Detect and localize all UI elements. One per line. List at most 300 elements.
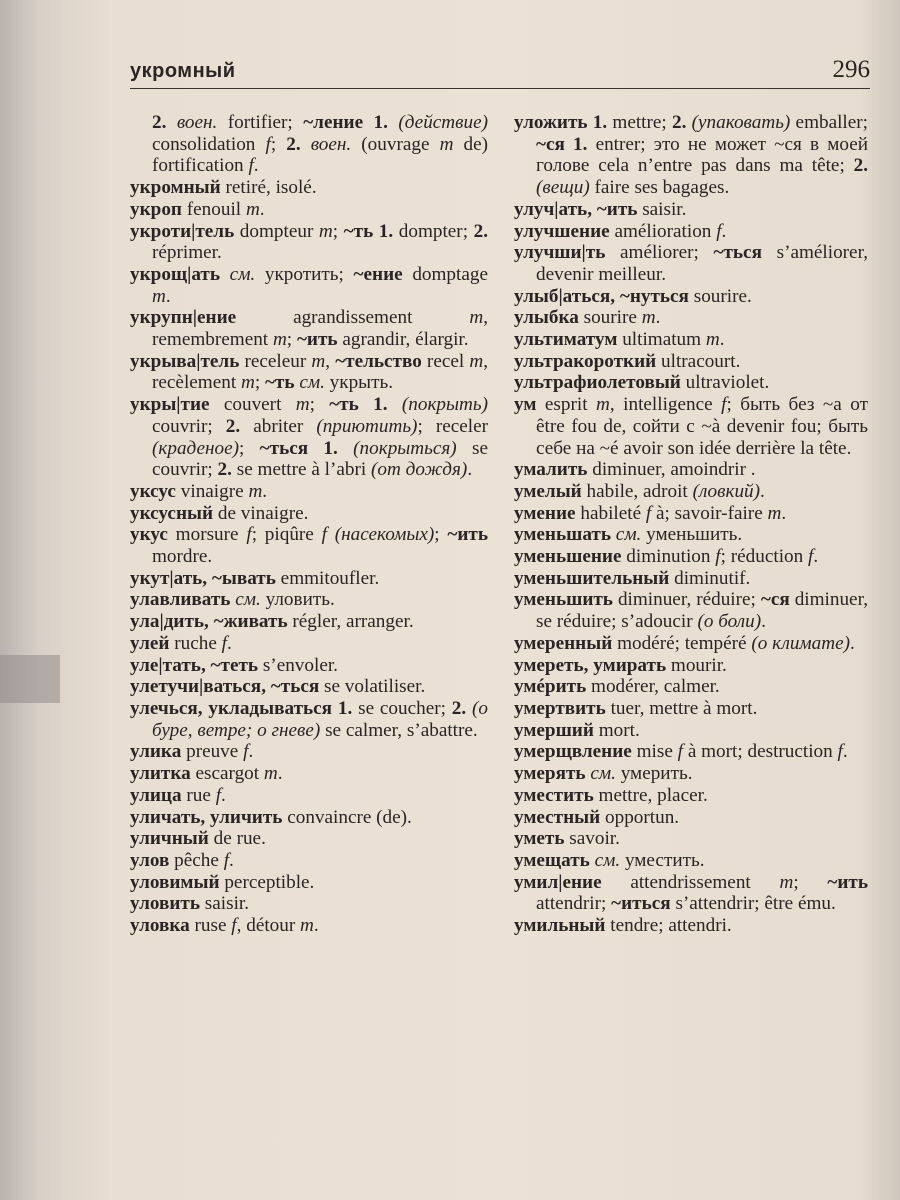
label-italic: m — [705, 329, 720, 351]
dictionary-entry — [514, 286, 868, 308]
headword: 2. — [286, 133, 311, 155]
dictionary-entry — [514, 199, 868, 221]
dictionary-entry — [514, 351, 868, 373]
headword: ~ть — [264, 372, 295, 394]
dictionary-entry — [130, 785, 488, 807]
definition-text: s’améliorer, devenir meilleur. — [536, 242, 868, 285]
headword: улетучи|ваться, ~ться — [130, 676, 320, 698]
label-italic: (действие) — [398, 112, 488, 133]
definition-text: ruche — [169, 632, 222, 654]
definition-text: perceptible. — [219, 871, 315, 893]
dictionary-entry — [514, 872, 868, 915]
label-italic: m — [152, 285, 166, 307]
label-italic: f — [677, 741, 684, 763]
dictionary-entry — [130, 307, 488, 350]
definition-text: se calmer, s’abattre. — [320, 719, 478, 741]
headword: ~ся 1. — [536, 133, 588, 155]
definition-text: s’attendrir; être ému. — [670, 893, 836, 915]
label-italic: f — [265, 133, 271, 155]
dictionary-entry — [514, 698, 868, 720]
dictionary-entry — [514, 372, 868, 394]
label-italic: m — [318, 220, 333, 242]
headword: ~ся — [760, 589, 790, 611]
label-italic: m — [295, 394, 310, 416]
headword: 2. — [853, 155, 868, 177]
definition-text: ; receler — [417, 415, 488, 437]
definition-text: pêche — [169, 849, 224, 871]
headword: уксусный — [130, 502, 214, 524]
headword: ~ить — [296, 329, 338, 351]
label-italic: m — [641, 307, 656, 329]
definition-text: agrandir, élargir. — [337, 329, 469, 351]
headword: уметь — [514, 828, 565, 850]
definition-text: modérer, calmer. — [586, 676, 720, 698]
dictionary-entry — [514, 546, 868, 568]
definition-text: fortifier; — [217, 112, 304, 133]
label-italic: см. — [220, 263, 256, 285]
label-italic: f — [231, 915, 237, 937]
headword: улица — [130, 784, 182, 806]
definition-text: укротить; — [255, 263, 354, 285]
definition-text: attendrissement — [601, 871, 780, 893]
definition-text: . — [781, 502, 787, 524]
headword: укроп — [130, 198, 182, 220]
headword: умерять — [514, 763, 586, 785]
label-italic: m — [779, 871, 794, 893]
dictionary-entry — [514, 524, 868, 546]
definition-text: умерить. — [615, 763, 693, 785]
definition-text: . — [467, 459, 473, 481]
definition-text: sourire — [578, 307, 642, 329]
definition-text: ultimatum — [617, 329, 706, 351]
definition-text: escargot — [190, 763, 264, 785]
definition-text: ruse — [189, 915, 232, 937]
definition-text: уместить. — [620, 849, 705, 871]
label-italic: m — [767, 502, 782, 524]
dictionary-entry — [130, 807, 488, 829]
definition-text: . — [262, 480, 268, 502]
label-italic: m — [240, 372, 255, 394]
label-italic: f — [715, 546, 721, 568]
headword: 2. — [473, 220, 488, 242]
headword: уменьшать — [514, 524, 611, 546]
headword: улитка — [130, 763, 191, 785]
dictionary-entry — [514, 828, 868, 850]
definition-text: savoir. — [564, 828, 620, 850]
headword: укрупн|ение — [130, 307, 237, 329]
definition-text: morsure — [167, 524, 247, 546]
headword: уместный — [514, 806, 601, 828]
definition-text: ; быть без ~а от être fou de, сойти с ~à devenir fou; быть себе на ~é avoir son idée derrière la tête. — [536, 394, 868, 459]
label-italic: f — [716, 220, 722, 242]
headword: улей — [130, 632, 170, 654]
definition-text: ; — [239, 437, 260, 459]
definition-text: diminuer, réduire; — [612, 589, 761, 611]
headword: улечься, укладываться 1. — [130, 697, 353, 719]
dictionary-entry — [130, 221, 488, 264]
dictionary-entry — [514, 785, 868, 807]
label-italic: (ловкий) — [692, 480, 761, 502]
headword: ~тельство — [335, 350, 422, 372]
label-italic: m — [596, 394, 610, 416]
headword: улуч|ать, ~ить — [514, 198, 638, 220]
definition-text: couvert — [209, 394, 296, 416]
dictionary-entry — [130, 503, 488, 525]
definition-text: mettre; — [607, 112, 672, 133]
headword: умерший — [514, 719, 594, 741]
headword: умил|ение — [514, 871, 602, 893]
headword: 2. — [671, 112, 692, 133]
definition-text: . — [719, 329, 725, 351]
headword: улов — [130, 849, 170, 871]
definition-text: . — [813, 546, 819, 568]
dictionary-entry — [130, 351, 488, 394]
definition-text: consolidation — [152, 133, 266, 155]
definition-text: . — [313, 915, 319, 937]
definition-text: receleur — [239, 350, 312, 372]
definition-text: . — [248, 741, 254, 763]
headword: 2. — [152, 112, 177, 133]
headword: уменьшение — [514, 546, 622, 568]
label-italic: см. — [294, 372, 325, 394]
dictionary-entry — [130, 177, 488, 199]
dictionary-entry — [514, 850, 868, 872]
dictionary-entry — [514, 741, 868, 763]
label-italic: f — [837, 741, 843, 763]
definition-text: уменьшить. — [641, 524, 743, 546]
dictionary-entry — [130, 611, 488, 633]
definition-text: convaincre (de). — [282, 806, 412, 828]
headword: умелый — [514, 480, 582, 502]
label-italic: см. — [611, 524, 642, 546]
label-italic: m — [469, 350, 484, 372]
definition-text: укрыть. — [324, 372, 394, 394]
dictionary-entry — [130, 763, 488, 785]
headword: уложить 1. — [514, 112, 608, 133]
definition-text: ; — [309, 394, 330, 416]
definition-text: (ouvrage — [351, 133, 440, 155]
dictionary-entry — [130, 568, 488, 590]
headword: укромный — [130, 177, 221, 199]
dictionary-entry — [514, 503, 868, 525]
definition-text: ; réduction — [720, 546, 809, 568]
dictionary-entry — [514, 568, 868, 590]
headword: укры|тие — [130, 394, 210, 416]
headword: 2. — [217, 459, 232, 481]
label-italic: (вещи) — [536, 177, 590, 199]
definition-text: ; piqûre — [251, 524, 322, 546]
label-italic: f — [221, 632, 228, 654]
dictionary-entry — [514, 589, 868, 632]
headword: улыб|аться, ~нуться — [514, 285, 689, 307]
label-italic: m — [300, 915, 314, 937]
headword: уловить — [130, 893, 200, 915]
definition-text: retiré, isolé. — [220, 177, 317, 199]
definition-text: , détour — [236, 915, 301, 937]
headword: ~ление 1. — [303, 112, 399, 133]
page-edge-shadow — [0, 655, 60, 703]
definition-text: attendrir; — [536, 893, 612, 915]
label-italic: m — [439, 133, 454, 155]
label-italic: f — [721, 394, 727, 416]
definition-text: mordre. — [152, 546, 213, 568]
dictionary-entry — [514, 221, 868, 243]
headword: умалить — [514, 459, 588, 481]
definition-text: , intelligence — [609, 394, 722, 416]
headword: укрощ|ать — [130, 263, 221, 285]
definition-text: recel — [421, 350, 470, 372]
definition-text: esprit — [536, 394, 597, 416]
headword: улыбка — [514, 307, 579, 329]
headword: уменьшительный — [514, 567, 670, 589]
definition-text: . — [655, 307, 661, 329]
dictionary-entry — [130, 264, 488, 307]
definition-text: mettre, placer. — [593, 784, 708, 806]
label-italic: m — [263, 763, 278, 785]
headword: ультиматум — [514, 329, 618, 351]
definition-text: уловить. — [260, 589, 335, 611]
headword: уле|тать, ~теть — [130, 654, 259, 676]
definition-text: dompter; — [393, 220, 474, 242]
definition-text: mourir. — [666, 654, 727, 676]
definition-text: diminuer, amoindrir . — [587, 459, 756, 481]
label-italic: m — [311, 350, 326, 372]
definition-text: domptage — [402, 263, 488, 285]
headword: улика — [130, 741, 182, 763]
definition-text: sourire. — [688, 285, 752, 307]
headword: уксус — [130, 480, 176, 502]
definition-text: diminutif. — [669, 567, 751, 589]
definition-text: amélioration — [609, 220, 717, 242]
headword: улавливать — [130, 589, 231, 611]
definition-text: ; — [254, 372, 265, 394]
definition-text: améliorer; — [605, 242, 714, 264]
definition-text: emballer; — [790, 112, 868, 133]
definition-text: ; — [286, 329, 297, 351]
dictionary-entry — [130, 676, 488, 698]
dictionary-entry — [130, 589, 488, 611]
headword: улучши|ть — [514, 242, 606, 264]
headword: умéрить — [514, 676, 587, 698]
definition-text: . — [165, 285, 171, 307]
definition-text: . — [277, 763, 283, 785]
headword: умильный — [514, 915, 606, 937]
headword: умерщвление — [514, 741, 632, 763]
definition-text: abriter — [240, 415, 317, 437]
definition-text: à mort; destruction — [683, 741, 838, 763]
dictionary-entry — [514, 763, 868, 785]
definition-text: vinaigre — [175, 480, 249, 502]
definition-text: tuer, mettre à mort. — [605, 697, 758, 719]
definition-text: , recèlement — [152, 350, 488, 394]
headword: укрыва|тель — [130, 350, 240, 372]
dictionary-entry — [130, 893, 488, 915]
headword: умертвить — [514, 697, 606, 719]
headword: ~ться — [713, 242, 762, 264]
headword: ула|дить, ~живать — [130, 611, 288, 633]
definition-text: . — [760, 480, 765, 502]
label-italic: f — [246, 524, 252, 546]
definition-text: emmitoufler. — [275, 567, 380, 589]
headword: уловка — [130, 915, 190, 937]
definition-text: régler, arranger. — [287, 611, 414, 633]
label-italic: см. — [589, 849, 621, 871]
headword: ~ться 1. — [259, 437, 354, 459]
headword: ~ть 1. — [329, 394, 402, 416]
headword: улучшение — [514, 220, 610, 242]
definition-text: réprimer. — [152, 242, 222, 264]
dictionary-entry — [514, 655, 868, 677]
definition-text: habile, adroit — [581, 480, 693, 502]
header-headword: укромный — [130, 60, 236, 82]
definition-text: rue — [181, 784, 216, 806]
definition-text: . — [761, 611, 766, 633]
definition-text: mort. — [593, 719, 640, 741]
definition-text: de rue. — [208, 828, 266, 850]
definition-text: ; — [332, 220, 344, 242]
dictionary-entry — [514, 633, 868, 655]
definition-text: opportun. — [600, 806, 680, 828]
definition-text: couvrir; — [152, 415, 226, 437]
definition-text: ; — [793, 871, 828, 893]
definition-text: diminution — [621, 546, 716, 568]
headword: уменьшить — [514, 589, 613, 611]
definition-text: preuve — [181, 741, 244, 763]
dictionary-entry — [130, 633, 488, 655]
definition-text: . — [842, 741, 848, 763]
headword: ~ить — [827, 871, 868, 893]
definition-text: mise — [631, 741, 678, 763]
dictionary-entry — [514, 112, 868, 199]
definition-text: . — [721, 220, 727, 242]
label-italic: m — [245, 198, 260, 220]
definition-text: ultraviolet. — [680, 372, 770, 394]
label-italic: (покрыть) — [401, 394, 488, 416]
definition-text: agrandissement — [236, 307, 470, 329]
definition-text: habileté — [575, 502, 646, 524]
definition-text: modéré; tempéré — [612, 632, 752, 654]
dictionary-entry — [514, 720, 868, 742]
left-column — [130, 112, 488, 937]
dictionary-entry — [130, 872, 488, 894]
label-italic: f — [645, 502, 652, 524]
label-italic: см. — [230, 589, 261, 611]
headword: уловимый — [130, 871, 220, 893]
definition-text: ; — [270, 133, 287, 155]
right-column — [514, 112, 868, 937]
headword: умение — [514, 502, 576, 524]
dictionary-entry — [130, 915, 488, 937]
dictionary-entry — [514, 915, 868, 937]
label-italic: f — [215, 784, 222, 806]
headword: уличный — [130, 828, 209, 850]
dictionary-entry — [130, 698, 488, 741]
definition-text: de vinaigre. — [213, 502, 309, 524]
headword: умеренный — [514, 632, 613, 654]
headword: ~ить — [447, 524, 488, 546]
label-italic: (покрыться) — [353, 437, 457, 459]
dictionary-entry — [514, 242, 868, 285]
label-italic: (от дождя) — [370, 459, 468, 481]
definition-text: se mettre à l’abri — [231, 459, 371, 481]
headword: ультрафиолетовый — [514, 372, 681, 394]
definition-text: diminuer, se réduire; s’adoucir — [536, 589, 868, 633]
label-italic: f — [808, 546, 814, 568]
label-italic: f — [243, 741, 249, 763]
headword: ум — [514, 394, 537, 416]
label-italic: m — [272, 329, 287, 351]
headword: умещать — [514, 849, 590, 871]
label-italic: (упаковать) — [691, 112, 791, 133]
label-italic: (о боли) — [697, 611, 762, 633]
definition-text: entrer; это не может ~ся в моей голове cela n’entre pas dans ma tête; — [536, 133, 869, 177]
dictionary-entry — [130, 850, 488, 872]
definition-text: se coucher; — [352, 697, 452, 719]
headword: укут|ать, ~ывать — [130, 567, 276, 589]
label-italic: (приютить) — [316, 415, 418, 437]
definition-text: . — [259, 198, 265, 220]
definition-text: ultracourt. — [656, 350, 741, 372]
definition-text: . — [253, 155, 259, 177]
definition-text: tendre; attendri. — [605, 915, 732, 937]
definition-text: se volatiliser. — [319, 676, 426, 698]
definition-text: se couvrir; — [152, 437, 488, 481]
dictionary-entry — [130, 394, 488, 481]
definition-text: , remembrement — [152, 307, 488, 351]
label-italic: f — [223, 849, 230, 871]
definition-text: . — [227, 632, 232, 654]
label-italic: (о буре, ветре; о гневе) — [152, 697, 489, 741]
headword: уличать, уличить — [130, 806, 283, 828]
headword: ультракороткий — [514, 350, 657, 372]
definition-text: faire ses bagages. — [589, 177, 730, 199]
headword: ~ть 1. — [343, 220, 394, 242]
dictionary-entry — [130, 481, 488, 503]
label-italic: (о климате) — [751, 632, 851, 654]
dictionary-entry — [514, 307, 868, 329]
label-italic: m — [248, 480, 263, 502]
definition-text: saisir. — [637, 198, 687, 220]
label-italic: m — [469, 307, 484, 329]
dictionary-entry — [514, 329, 868, 351]
definition-text: , — [325, 350, 336, 372]
definition-text: à; savoir-faire — [651, 502, 768, 524]
definition-text: dompteur — [234, 220, 319, 242]
headword: ~иться — [611, 893, 671, 915]
definition-text: ; — [434, 524, 448, 546]
page-number: 296 — [832, 56, 870, 83]
headword: умереть, умирать — [514, 654, 667, 676]
definition-text: saisir. — [200, 893, 250, 915]
definition-text: de) fortification — [152, 133, 488, 177]
dictionary-entry — [130, 828, 488, 850]
dictionary-entry — [130, 112, 488, 177]
label-italic: см. — [585, 763, 616, 785]
definition-text: . — [229, 849, 234, 871]
dictionary-entry — [514, 481, 868, 503]
dictionary-entry — [514, 807, 868, 829]
dictionary-entry — [130, 524, 488, 567]
headword: 2. — [225, 415, 241, 437]
definition-text: fenouil — [181, 198, 246, 220]
headword: уместить — [514, 784, 594, 806]
dictionary-entry — [130, 199, 488, 221]
running-header — [130, 56, 870, 89]
dictionary-entry — [514, 676, 868, 698]
label-italic: (краденое) — [152, 437, 240, 459]
label-italic: воен. — [176, 112, 218, 133]
definition-text: . — [850, 632, 855, 654]
